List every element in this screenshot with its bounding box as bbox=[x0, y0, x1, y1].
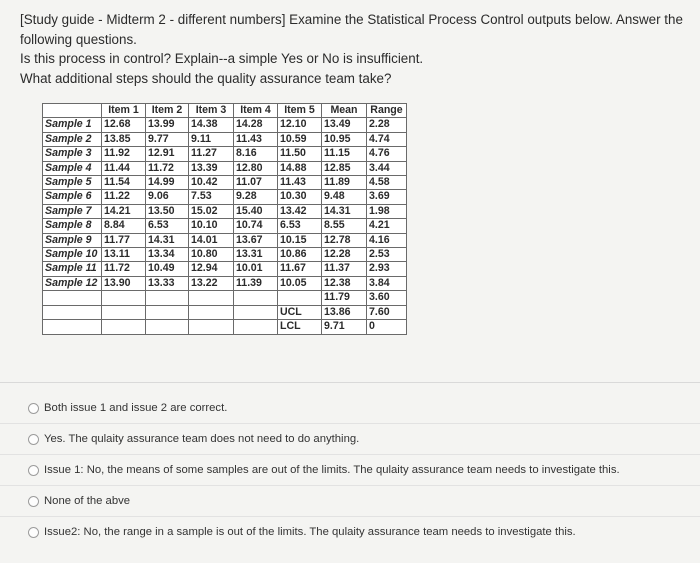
row-label: Sample 4 bbox=[43, 161, 102, 175]
option-4[interactable] bbox=[0, 486, 700, 516]
row-label: Sample 7 bbox=[43, 204, 102, 218]
table-cell: 13.90 bbox=[102, 276, 146, 290]
table-row bbox=[43, 291, 407, 305]
table-cell: 13.33 bbox=[146, 276, 189, 290]
table-cell: 10.01 bbox=[234, 262, 278, 276]
table-row bbox=[43, 219, 407, 233]
column-header: Item 5 bbox=[278, 104, 322, 118]
table-cell: 3.69 bbox=[367, 190, 407, 204]
question-text bbox=[20, 10, 690, 88]
table-cell: 9.77 bbox=[146, 132, 189, 146]
table-cell: 14.31 bbox=[322, 204, 367, 218]
table-cell: 14.88 bbox=[278, 161, 322, 175]
table-header-row bbox=[43, 104, 407, 118]
question-line-4: What additional steps should the quality assurance team take? bbox=[20, 70, 392, 86]
table-cell: 2.93 bbox=[367, 262, 407, 276]
table-cell: 7.60 bbox=[367, 305, 407, 319]
table-cell bbox=[146, 305, 189, 319]
table-cell: 11.15 bbox=[322, 147, 367, 161]
table-cell bbox=[102, 305, 146, 319]
table-cell bbox=[189, 291, 234, 305]
column-header: Range bbox=[367, 104, 407, 118]
radio-button[interactable] bbox=[28, 496, 39, 507]
table-cell: 11.44 bbox=[102, 161, 146, 175]
table-cell: 9.11 bbox=[189, 132, 234, 146]
table-cell bbox=[189, 320, 234, 334]
table-cell: 9.28 bbox=[234, 190, 278, 204]
table-cell bbox=[102, 291, 146, 305]
table-cell: 14.31 bbox=[146, 233, 189, 247]
table-row bbox=[43, 161, 407, 175]
row-label: Sample 1 bbox=[43, 118, 102, 132]
spc-table bbox=[42, 103, 407, 335]
table-cell: 10.49 bbox=[146, 262, 189, 276]
table-cell: 11.72 bbox=[102, 262, 146, 276]
table-cell: 11.77 bbox=[102, 233, 146, 247]
table-cell: 12.80 bbox=[234, 161, 278, 175]
table-cell: 13.85 bbox=[102, 132, 146, 146]
option-5[interactable] bbox=[0, 517, 700, 547]
table-cell: LCL bbox=[278, 320, 322, 334]
column-header: Mean bbox=[322, 104, 367, 118]
row-label bbox=[43, 320, 102, 334]
radio-button[interactable] bbox=[28, 403, 39, 414]
table-cell: 13.99 bbox=[146, 118, 189, 132]
table-cell bbox=[234, 305, 278, 319]
row-label: Sample 5 bbox=[43, 176, 102, 190]
table-cell: 4.74 bbox=[367, 132, 407, 146]
row-label: Sample 8 bbox=[43, 219, 102, 233]
spc-table-image bbox=[42, 103, 407, 335]
column-header: Item 4 bbox=[234, 104, 278, 118]
table-row bbox=[43, 262, 407, 276]
radio-button[interactable] bbox=[28, 527, 39, 538]
table-cell: 14.99 bbox=[146, 176, 189, 190]
table-cell: 10.15 bbox=[278, 233, 322, 247]
table-cell: 11.22 bbox=[102, 190, 146, 204]
column-header bbox=[43, 104, 102, 118]
option-1[interactable] bbox=[0, 393, 700, 423]
table-cell: 2.28 bbox=[367, 118, 407, 132]
question-line-3: Is this process in control? Explain--a simple Yes or No is insufficient. bbox=[20, 51, 424, 66]
table-cell: 0 bbox=[367, 320, 407, 334]
table-row bbox=[43, 204, 407, 218]
table-cell: 6.53 bbox=[146, 219, 189, 233]
table-cell: 13.67 bbox=[234, 233, 278, 247]
row-label: Sample 2 bbox=[43, 132, 102, 146]
table-cell: 14.01 bbox=[189, 233, 234, 247]
table-cell: 3.84 bbox=[367, 276, 407, 290]
option-3[interactable] bbox=[0, 455, 700, 485]
table-cell: 4.58 bbox=[367, 176, 407, 190]
table-cell: 1.98 bbox=[367, 204, 407, 218]
table-cell: 15.02 bbox=[189, 204, 234, 218]
table-row bbox=[43, 147, 407, 161]
table-cell: 3.44 bbox=[367, 161, 407, 175]
divider bbox=[0, 382, 700, 383]
table-cell: 4.76 bbox=[367, 147, 407, 161]
table-cell: 12.85 bbox=[322, 161, 367, 175]
table-cell: 10.42 bbox=[189, 176, 234, 190]
table-cell: 13.34 bbox=[146, 248, 189, 262]
table-cell bbox=[234, 320, 278, 334]
table-cell: 3.60 bbox=[367, 291, 407, 305]
table-row bbox=[43, 320, 407, 334]
table-cell: 11.54 bbox=[102, 176, 146, 190]
table-cell: 13.49 bbox=[322, 118, 367, 132]
table-row bbox=[43, 176, 407, 190]
table-cell: 11.43 bbox=[234, 132, 278, 146]
table-row bbox=[43, 233, 407, 247]
table-cell: 9.48 bbox=[322, 190, 367, 204]
table-cell: 12.91 bbox=[146, 147, 189, 161]
table-cell: 11.07 bbox=[234, 176, 278, 190]
column-header: Item 2 bbox=[146, 104, 189, 118]
column-header: Item 1 bbox=[102, 104, 146, 118]
table-cell: 11.39 bbox=[234, 276, 278, 290]
table-cell: 10.30 bbox=[278, 190, 322, 204]
table-cell: 11.79 bbox=[322, 291, 367, 305]
table-row bbox=[43, 305, 407, 319]
table-row bbox=[43, 132, 407, 146]
row-label bbox=[43, 291, 102, 305]
question-line-2: following questions. bbox=[20, 31, 137, 47]
table-cell: 13.86 bbox=[322, 305, 367, 319]
table-cell: 10.05 bbox=[278, 276, 322, 290]
table-cell: 11.89 bbox=[322, 176, 367, 190]
table-cell: 11.50 bbox=[278, 147, 322, 161]
table-cell: 13.50 bbox=[146, 204, 189, 218]
table-cell: 10.86 bbox=[278, 248, 322, 262]
question-line-1: [Study guide - Midterm 2 - different numbers] Examine the Statistical Process Control outputs below. Answer the bbox=[20, 12, 683, 27]
table-cell: UCL bbox=[278, 305, 322, 319]
table-cell bbox=[146, 320, 189, 334]
table-cell: 4.16 bbox=[367, 233, 407, 247]
table-row bbox=[43, 118, 407, 132]
table-cell: 11.27 bbox=[189, 147, 234, 161]
table-cell: 10.80 bbox=[189, 248, 234, 262]
table-cell: 12.10 bbox=[278, 118, 322, 132]
table-cell: 13.11 bbox=[102, 248, 146, 262]
table-cell: 11.92 bbox=[102, 147, 146, 161]
row-label: Sample 12 bbox=[43, 276, 102, 290]
table-cell: 11.37 bbox=[322, 262, 367, 276]
table-cell: 8.16 bbox=[234, 147, 278, 161]
table-cell bbox=[278, 291, 322, 305]
table-cell bbox=[189, 305, 234, 319]
option-label: Issue 1: No, the means of some samples are out of the limits. The qulaity assurance team needs to investigate this. bbox=[44, 464, 620, 476]
table-cell: 4.21 bbox=[367, 219, 407, 233]
table-row bbox=[43, 248, 407, 262]
row-label: Sample 11 bbox=[43, 262, 102, 276]
table-cell bbox=[146, 291, 189, 305]
row-label: Sample 6 bbox=[43, 190, 102, 204]
option-label: Both issue 1 and issue 2 are correct. bbox=[44, 402, 228, 414]
table-cell: 6.53 bbox=[278, 219, 322, 233]
table-cell: 11.72 bbox=[146, 161, 189, 175]
table-row bbox=[43, 276, 407, 290]
table-cell: 13.22 bbox=[189, 276, 234, 290]
row-label: Sample 3 bbox=[43, 147, 102, 161]
row-label: Sample 10 bbox=[43, 248, 102, 262]
radio-button[interactable] bbox=[28, 465, 39, 476]
option-2[interactable] bbox=[0, 424, 700, 454]
table-cell: 10.59 bbox=[278, 132, 322, 146]
option-label: Yes. The qulaity assurance team does not need to do anything. bbox=[44, 433, 360, 445]
table-cell: 13.31 bbox=[234, 248, 278, 262]
option-label: None of the abve bbox=[44, 495, 131, 507]
table-cell: 9.71 bbox=[322, 320, 367, 334]
table-cell: 12.94 bbox=[189, 262, 234, 276]
table-cell: 2.53 bbox=[367, 248, 407, 262]
table-cell bbox=[234, 291, 278, 305]
table-cell: 12.28 bbox=[322, 248, 367, 262]
table-cell: 8.84 bbox=[102, 219, 146, 233]
table-cell: 9.06 bbox=[146, 190, 189, 204]
table-cell: 15.40 bbox=[234, 204, 278, 218]
table-cell: 10.74 bbox=[234, 219, 278, 233]
table-cell: 12.68 bbox=[102, 118, 146, 132]
table-cell: 11.67 bbox=[278, 262, 322, 276]
table-cell: 11.43 bbox=[278, 176, 322, 190]
table-cell: 13.39 bbox=[189, 161, 234, 175]
table-cell: 13.42 bbox=[278, 204, 322, 218]
radio-button[interactable] bbox=[28, 434, 39, 445]
table-cell: 7.53 bbox=[189, 190, 234, 204]
table-cell: 12.38 bbox=[322, 276, 367, 290]
table-cell: 14.21 bbox=[102, 204, 146, 218]
table-cell bbox=[102, 320, 146, 334]
table-cell: 14.28 bbox=[234, 118, 278, 132]
table-cell: 8.55 bbox=[322, 219, 367, 233]
table-row bbox=[43, 190, 407, 204]
option-label: Issue2: No, the range in a sample is out of the limits. The qulaity assurance team needs to investigate this. bbox=[44, 526, 576, 538]
table-cell: 12.78 bbox=[322, 233, 367, 247]
column-header: Item 3 bbox=[189, 104, 234, 118]
row-label bbox=[43, 305, 102, 319]
table-cell: 10.95 bbox=[322, 132, 367, 146]
row-label: Sample 9 bbox=[43, 233, 102, 247]
table-cell: 14.38 bbox=[189, 118, 234, 132]
table-cell: 10.10 bbox=[189, 219, 234, 233]
